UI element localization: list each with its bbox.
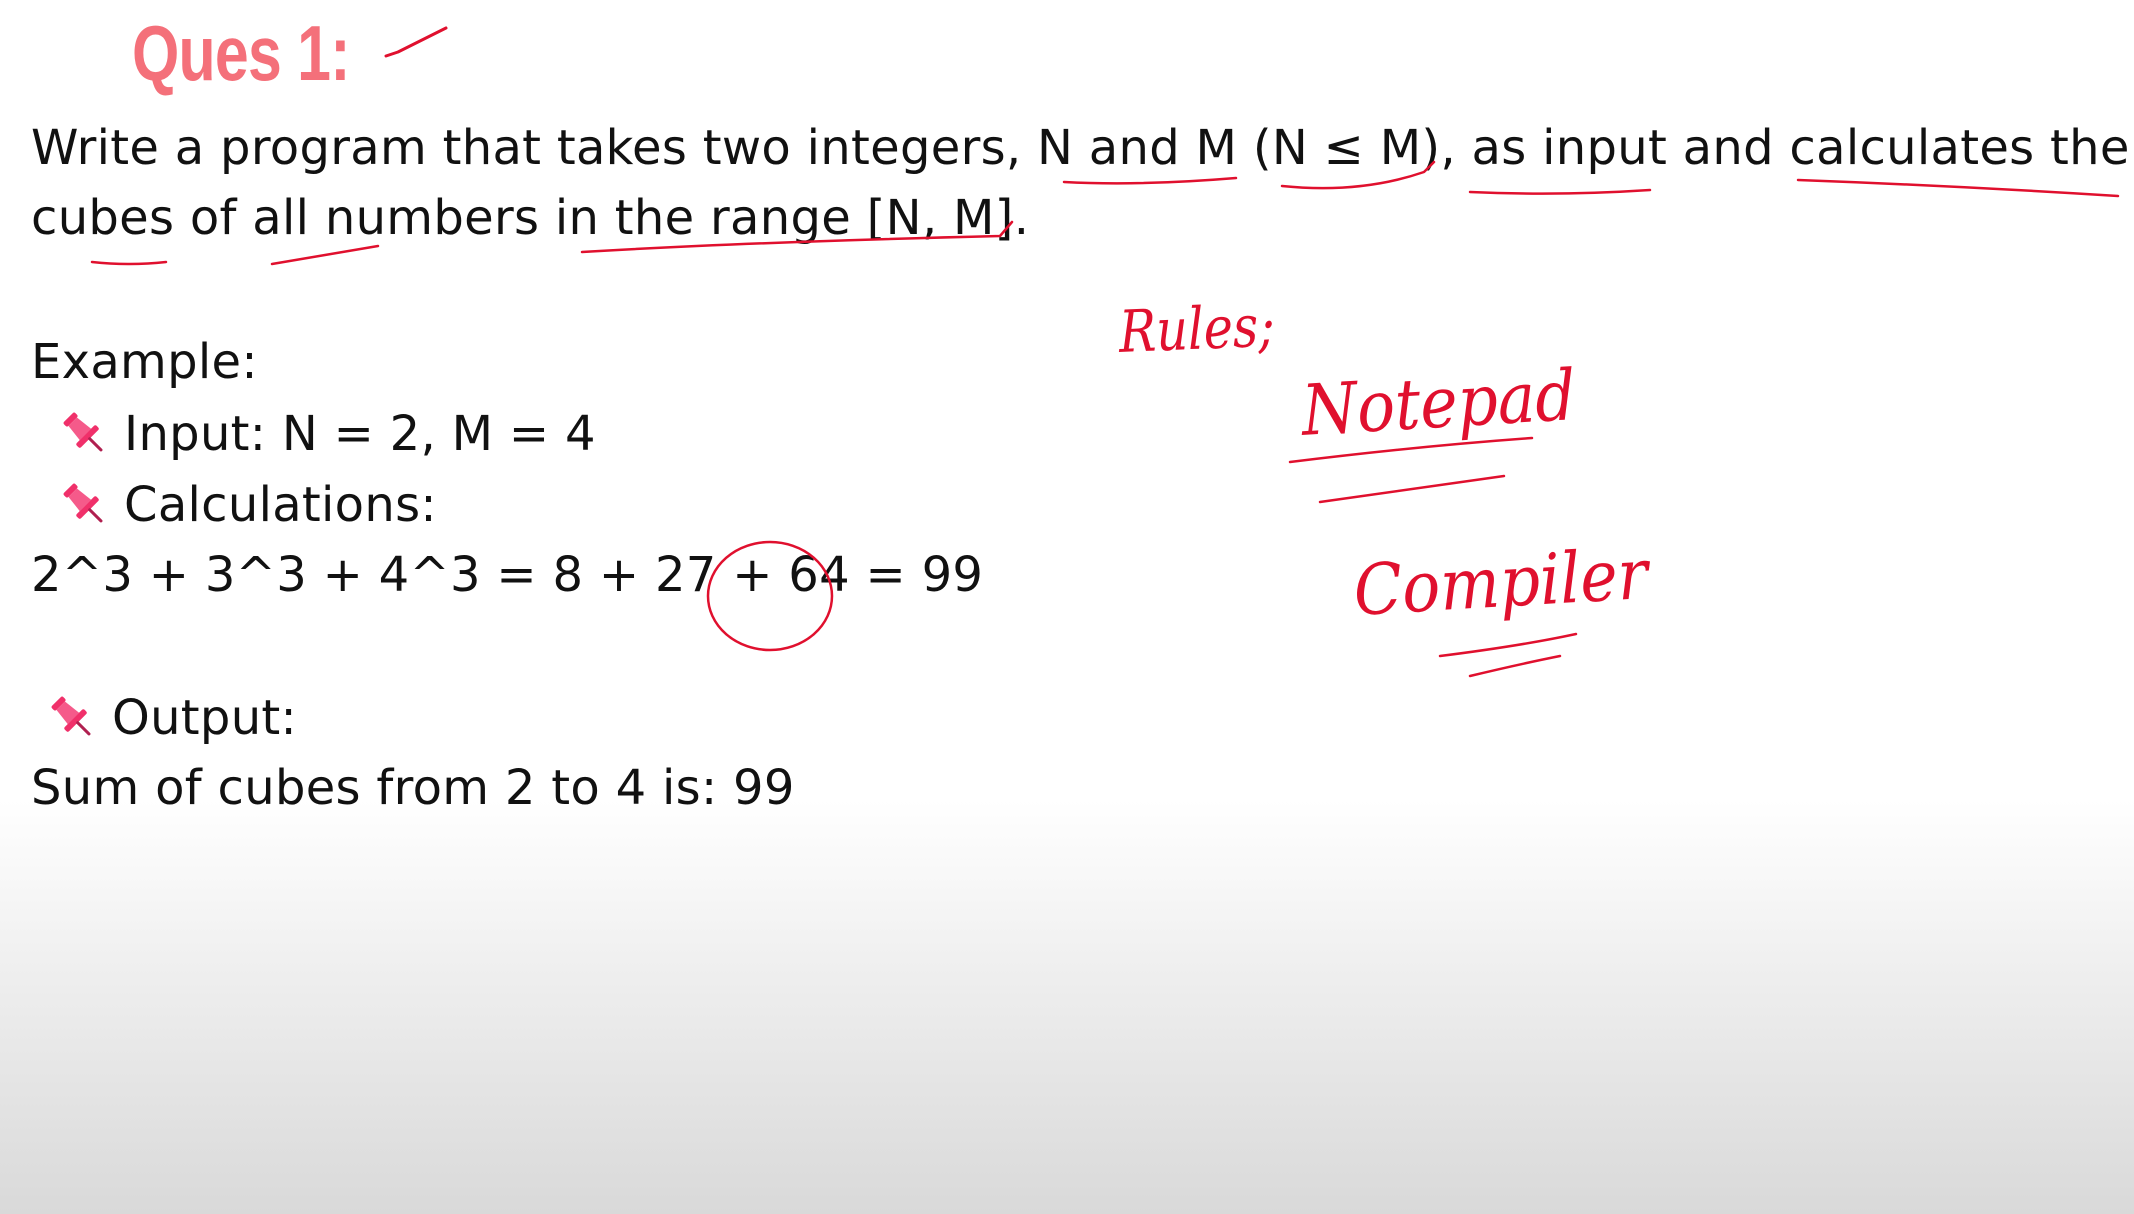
output-line: Sum of cubes from 2 to 4 is: 99	[31, 760, 795, 816]
underline-compiler-1	[1440, 634, 1576, 656]
underline-all-numbers	[272, 246, 378, 264]
underline-input	[1470, 190, 1650, 194]
handwritten-rules: Rules;	[1118, 291, 1276, 366]
underline-cubes	[92, 262, 166, 264]
underline-calculates-the	[1798, 180, 2118, 196]
question-line-2: cubes of all numbers in the range [N, M].	[31, 190, 1030, 246]
example-heading: Example:	[31, 334, 258, 390]
handwritten-compiler: Compiler	[1352, 532, 1650, 632]
underline-compiler-2	[1470, 656, 1560, 676]
checkmark-icon	[386, 28, 446, 56]
underline-notepad-2	[1320, 476, 1504, 502]
output-bullet: Output:	[112, 690, 298, 746]
page-title: Ques 1:	[132, 9, 350, 97]
pushpin-icon	[44, 689, 100, 745]
pushpin-icon	[56, 476, 112, 532]
pushpin-icon	[56, 405, 112, 461]
calculation-line: 2^3 + 3^3 + 4^3 = 8 + 27 + 64 = 99	[31, 547, 984, 603]
input-bullet: Input: N = 2, M = 4	[124, 406, 596, 462]
question-line-1: Write a program that takes two integers, N and M (N ≤ M), as input and calculates the	[31, 120, 2130, 176]
handwritten-notepad: Notepad	[1300, 354, 1578, 452]
calculations-bullet: Calculations:	[124, 477, 437, 533]
underline-n-and-m	[1064, 178, 1236, 183]
